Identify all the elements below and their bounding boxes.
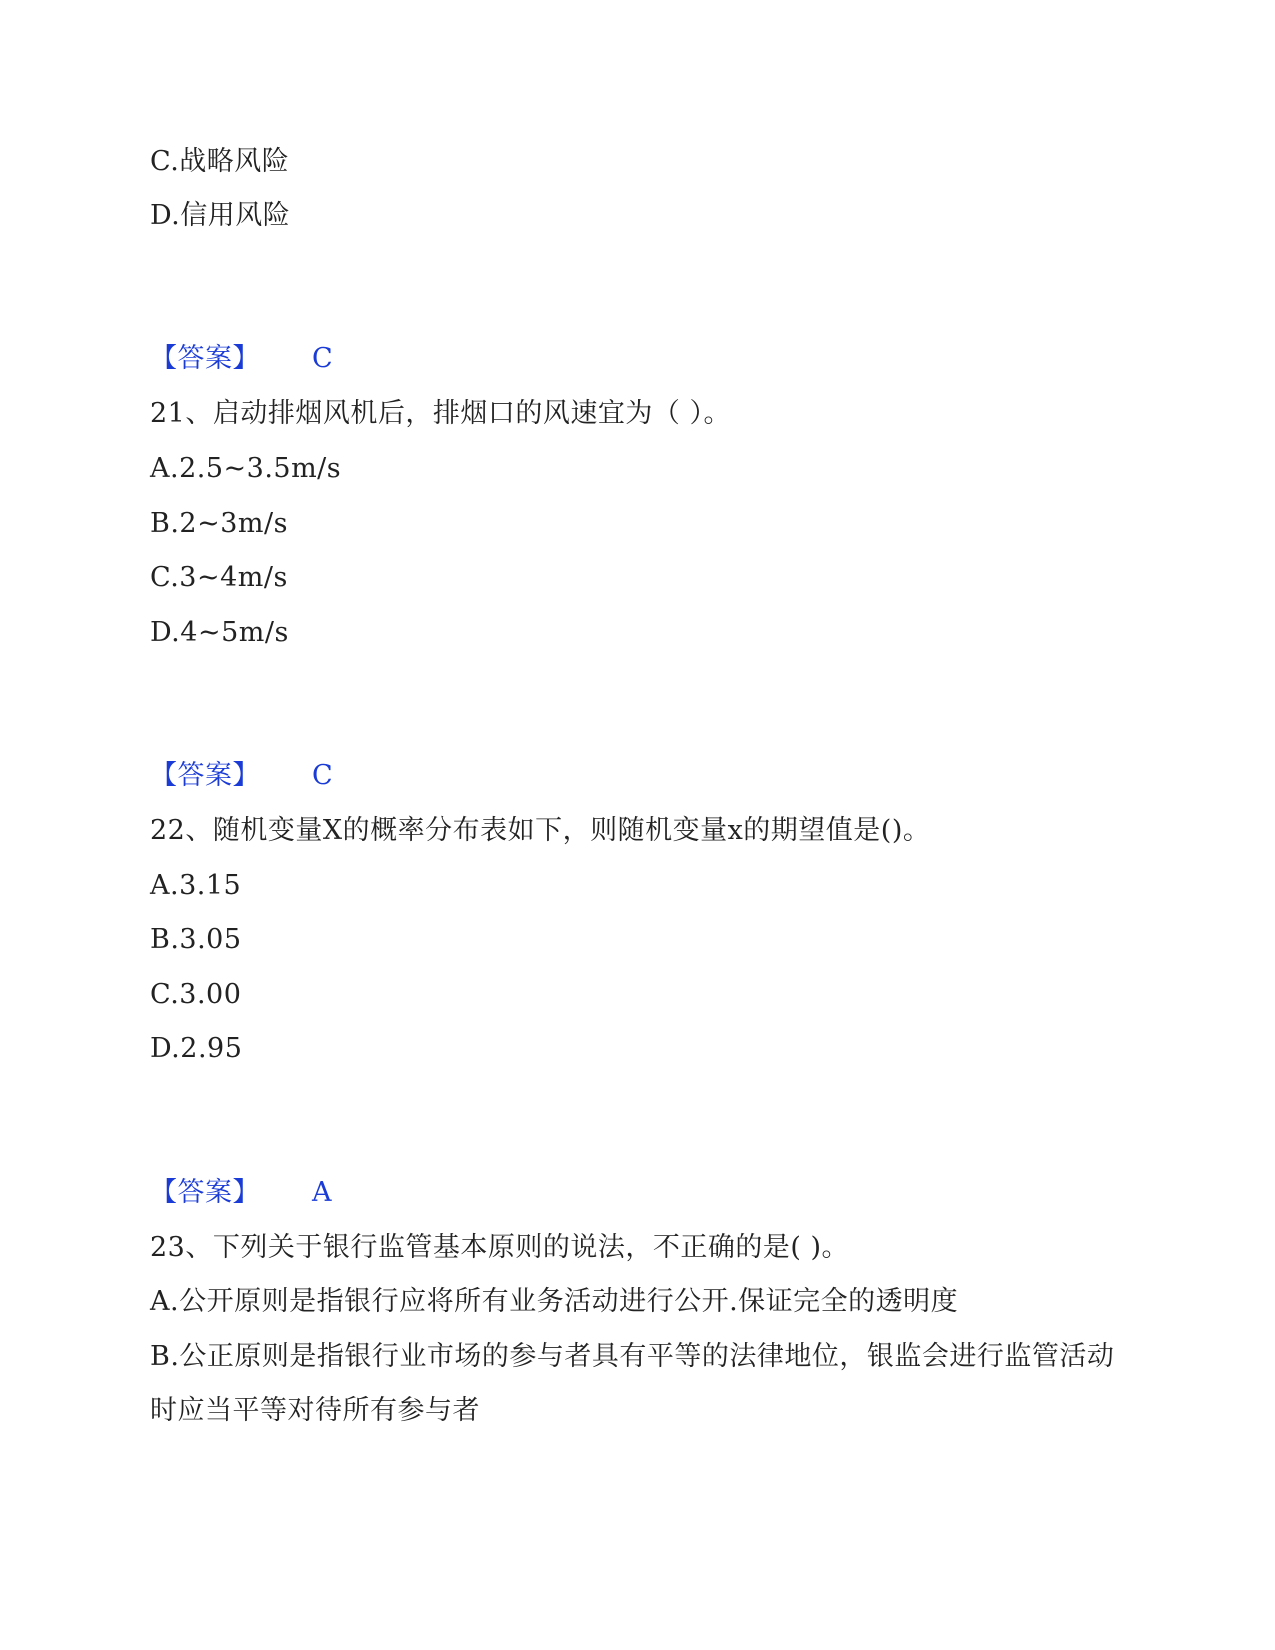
q22-option-a: A.3.15	[150, 870, 242, 901]
q21-option-a: A.2.5~3.5m/s	[150, 453, 342, 484]
q21-question: 21、启动排烟风机后，排烟口的风速宜为（ ）。	[150, 398, 731, 429]
q21-answer-row	[150, 760, 333, 792]
answer-value: C	[312, 343, 334, 374]
q20-option-c: C.战略风险	[150, 146, 290, 177]
q21-option-d: D.4~5m/s	[150, 617, 289, 648]
answer-value: A	[312, 1177, 332, 1208]
q22-option-d: D.2.95	[150, 1033, 243, 1064]
q22-option-c: C.3.00	[150, 979, 242, 1010]
q22-question: 22、随机变量X的概率分布表如下，则随机变量x的期望值是()。	[150, 815, 931, 846]
q22-answer-row	[150, 1177, 332, 1209]
q20-option-d: D.信用风险	[150, 200, 291, 231]
answer-tag: 【答案】	[150, 1177, 260, 1208]
q23-option-b: B.公正原则是指银行业市场的参与者具有平等的法律地位，银监会进行监管活动时应当平等对待所有参与者	[150, 1341, 1115, 1426]
q23-question: 23、下列关于银行监管基本原则的说法，不正确的是( )。	[150, 1232, 850, 1263]
q20-answer-row	[150, 343, 333, 375]
answer-tag: 【答案】	[150, 343, 260, 374]
answer-value: C	[312, 760, 334, 791]
q21-option-b: B.2~3m/s	[150, 508, 288, 539]
q22-option-b: B.3.05	[150, 924, 242, 955]
q21-option-c: C.3~4m/s	[150, 562, 288, 593]
answer-tag: 【答案】	[150, 760, 260, 791]
q23-option-a: A.公开原则是指银行应将所有业务活动进行公开.保证完全的透明度	[150, 1286, 959, 1317]
